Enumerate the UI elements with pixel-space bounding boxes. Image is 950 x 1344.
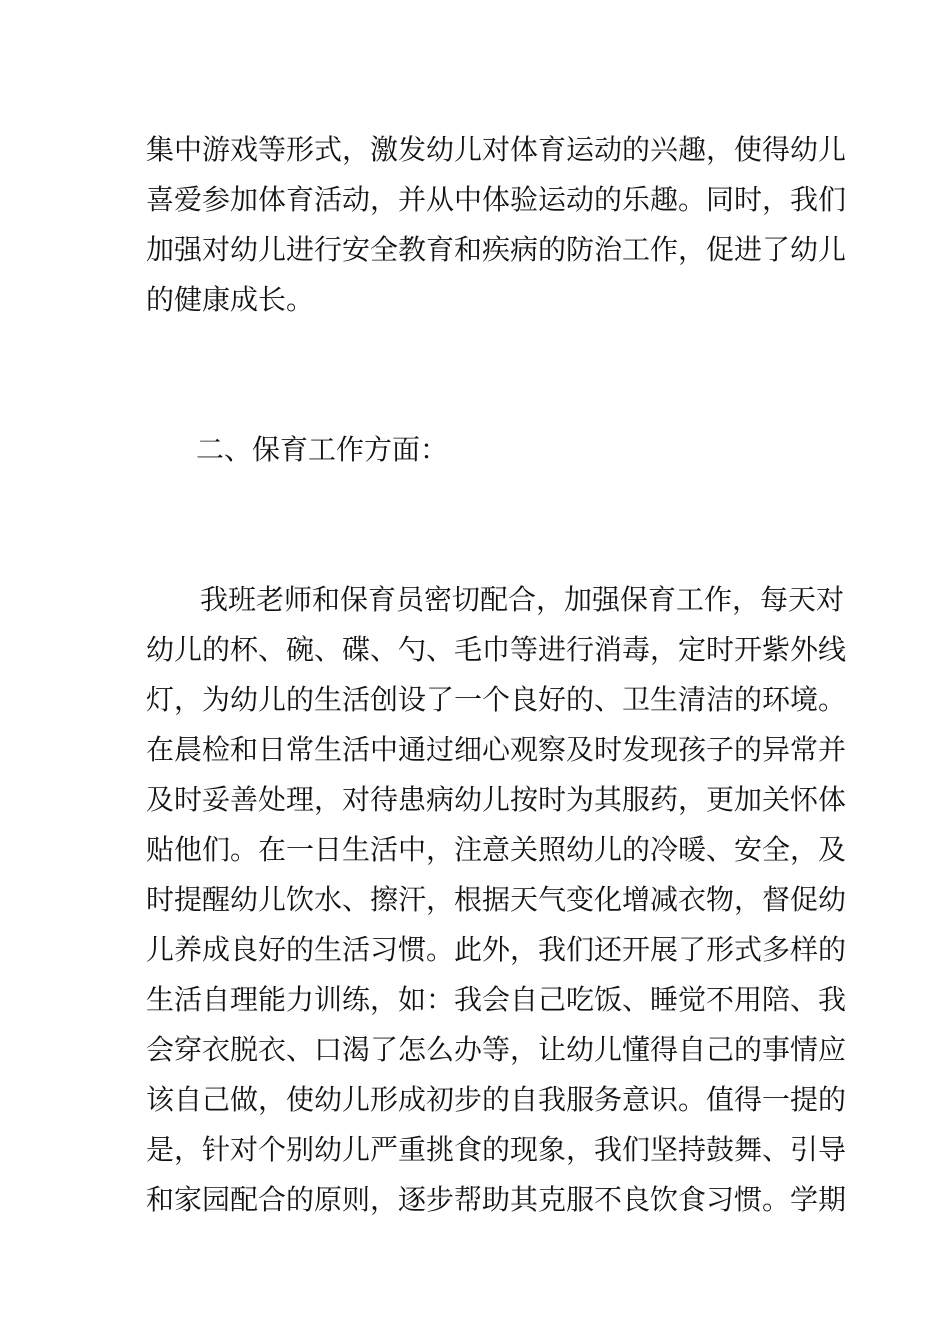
- paragraph-line: 加强对幼儿进行安全教育和疾病的防治工作，促进了幼儿: [146, 233, 847, 266]
- paragraph-line: 及时妥善处理，对待患病幼儿按时为其服药，更加关怀体: [146, 783, 847, 816]
- paragraph-line: 的健康成长。: [146, 283, 315, 316]
- paragraph-line: 生活自理能力训练，如：我会自己吃饭、睡觉不用陪、我: [146, 983, 847, 1016]
- paragraph-line: 时提醒幼儿饮水、擦汗，根据天气变化增减衣物，督促幼: [146, 883, 847, 916]
- paragraph-line: 和家园配合的原则，逐步帮助其克服不良饮食习惯。学期: [146, 1183, 847, 1216]
- paragraph-line: 灯，为幼儿的生活创设了一个良好的、卫生清洁的环境。: [146, 683, 847, 716]
- paragraph-line: 贴他们。在一日生活中，注意关照幼儿的冷暖、安全，及: [146, 833, 847, 866]
- paragraph-line: 会穿衣脱衣、口渴了怎么办等，让幼儿懂得自己的事情应: [146, 1033, 847, 1066]
- paragraph-line: 喜爱参加体育活动，并从中体验运动的乐趣。同时，我们: [146, 183, 847, 216]
- paragraph-line: 是，针对个别幼儿严重挑食的现象，我们坚持鼓舞、引导: [146, 1133, 847, 1166]
- paragraph-line: 该自己做，使幼儿形成初步的自我服务意识。值得一提的: [146, 1083, 847, 1116]
- paragraph-line: 集中游戏等形式，激发幼儿对体育运动的兴趣，使得幼儿: [146, 133, 847, 166]
- paragraph-line: 儿养成良好的生活习惯。此外，我们还开展了形式多样的: [146, 933, 847, 966]
- paragraph-line: 幼儿的杯、碗、碟、勺、毛巾等进行消毒，定时开紫外线: [146, 633, 847, 666]
- section-heading: 二、保育工作方面：: [196, 433, 449, 466]
- paragraph-line: 在晨检和日常生活中通过细心观察及时发现孩子的异常并: [146, 733, 847, 766]
- paragraph-line: 我班老师和保育员密切配合，加强保育工作，每天对: [200, 583, 845, 616]
